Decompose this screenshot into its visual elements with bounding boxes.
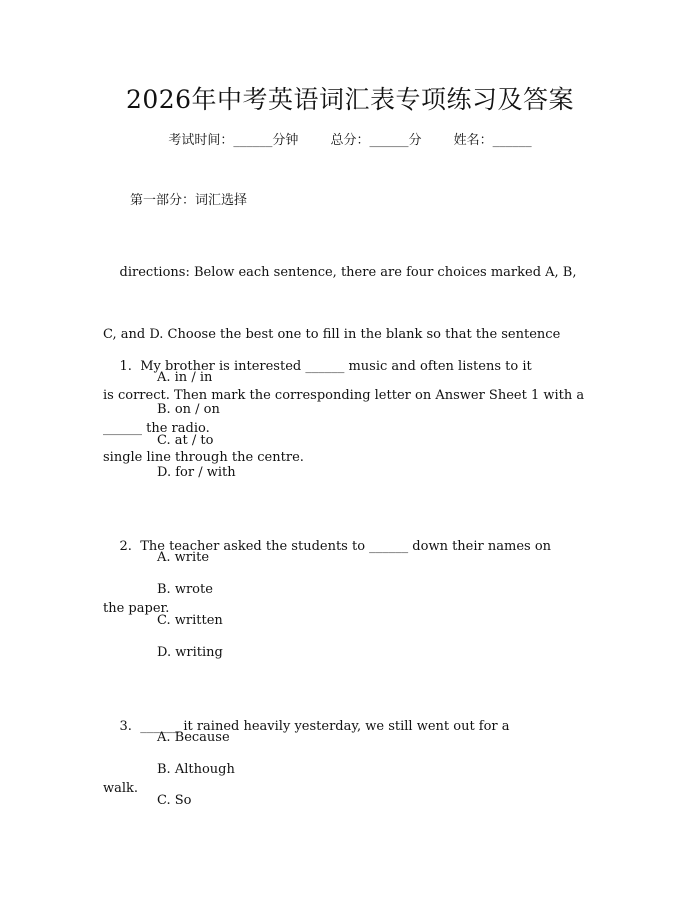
directions-line: is correct. Then mark the corresponding letter on Answer Sheet 1 with a	[103, 388, 585, 403]
question-2-option-d: D. writing	[157, 645, 223, 660]
question-3-option-a: A. Because	[157, 730, 230, 745]
exam-time-field: 考试时间：______分钟	[168, 133, 299, 148]
question-2	[103, 496, 603, 660]
question-1-option-b: B. on / on	[157, 402, 220, 417]
question-line: 3. ______ it rained heavily yesterday, we still went out for a	[103, 719, 510, 734]
section-heading: 第一部分：词汇选择	[130, 193, 248, 208]
question-line: ______ the radio.	[103, 420, 210, 436]
question-3-option-b: B. Although	[157, 762, 235, 777]
question-1-option-a: A. in / in	[157, 370, 213, 385]
page-title: 2026年中考英语词汇表专项练习及答案	[125, 85, 575, 114]
question-line: walk.	[103, 780, 139, 796]
question-line: 2. The teacher asked the students to ______ down their names on	[103, 539, 552, 554]
question-2-option-a: A. write	[157, 550, 210, 565]
question-3	[103, 676, 603, 840]
directions-line: single line through the centre.	[103, 449, 304, 465]
directions-line: directions: Below each sentence, there are four choices marked A, B,	[103, 265, 577, 280]
question-1-option-d: D. for / with	[157, 465, 236, 480]
question-line: 1. My brother is interested ______ music and often listens to it	[103, 359, 532, 374]
question-line: the paper.	[103, 600, 170, 616]
directions-line: C, and D. Choose the best one to fill in the blank so that the sentence	[103, 326, 561, 342]
question-1-option-c: C. at / to	[157, 433, 214, 448]
question-3-option-c: C. So	[157, 793, 192, 808]
name-field: 姓名：______	[453, 133, 532, 148]
question-2-option-b: B. wrote	[157, 582, 213, 597]
total-score-field: 总分：______分	[330, 133, 422, 148]
exam-meta	[0, 131, 700, 151]
question-1	[103, 316, 603, 480]
question-2-option-c: C. written	[157, 613, 223, 628]
